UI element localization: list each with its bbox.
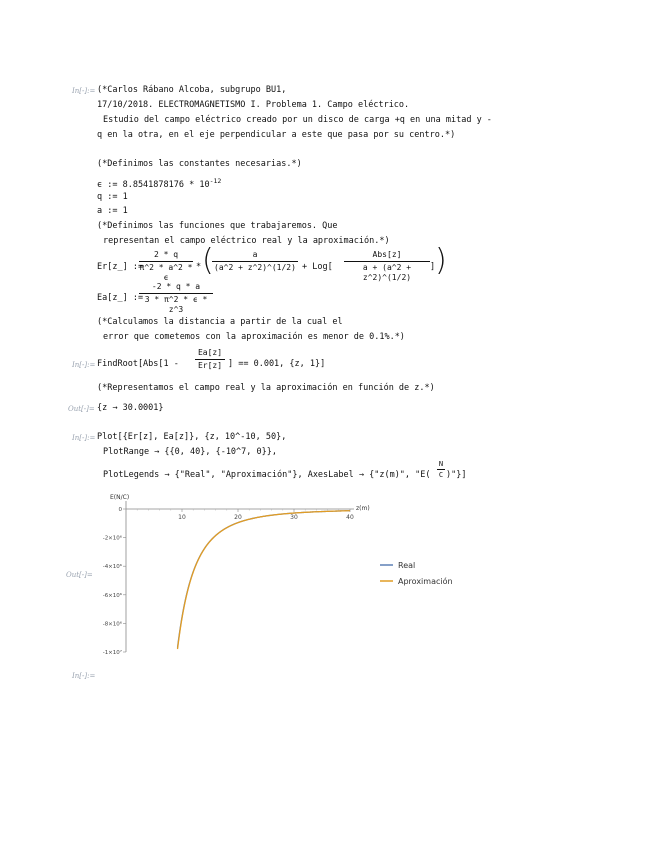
- y-axis-label: E(N/C): [110, 494, 130, 501]
- er-close-bracket: ]: [430, 262, 436, 272]
- output-cell-label: Out[-]=: [66, 571, 93, 579]
- comment-line[interactable]: error que cometemos con la aproximación es menor de 0.1%.*): [103, 332, 405, 342]
- ea-denominator: 3 * π^2 * ϵ * z^3: [144, 295, 208, 314]
- epsilon-definition[interactable]: [97, 176, 221, 191]
- er-f3-numerator: Abs[z]: [372, 250, 402, 259]
- y-tick-label: -8×10⁶: [102, 621, 122, 628]
- comment-line[interactable]: representan el campo eléctrico real y la aproximación.*): [103, 236, 390, 246]
- er-fraction-3: [344, 250, 430, 283]
- comment-line[interactable]: (*Definimos las funciones que trabajaremos. Que: [97, 221, 338, 231]
- comment-line[interactable]: q en la otra, en el eje perpendicular a este que pasa por su centro.*): [97, 130, 456, 140]
- input-cell-label: In[-]:=: [72, 361, 96, 369]
- comment-line[interactable]: (*Calculamos la distancia a partir de la cual el: [97, 317, 343, 327]
- plot-line[interactable]: Plot[{Er[z], Ea[z]}, {z, 10^-10, 50},: [97, 432, 287, 442]
- er-f1-numerator: 2 * q: [153, 250, 179, 259]
- comment-line[interactable]: Estudio del campo eléctrico creado por un disco de carga +q en una mitad y -: [103, 115, 492, 125]
- ea-fraction: [139, 282, 213, 315]
- field-plot[interactable]: [88, 487, 488, 657]
- units-denominator: C: [438, 471, 444, 479]
- y-tick-label: -4×10⁶: [102, 564, 122, 571]
- findroot-numerator: Ea[z]: [197, 348, 223, 357]
- output-cell-label: Out[-]=: [68, 405, 95, 413]
- findroot-fraction: [195, 348, 225, 371]
- y-tick-label: 0: [118, 507, 122, 513]
- input-cell-label: In[-]:=: [72, 672, 96, 680]
- x-axis-label: z(m): [356, 505, 370, 512]
- a-definition[interactable]: a := 1: [97, 206, 128, 216]
- findroot-pre[interactable]: FindRoot[Abs[1 -: [97, 359, 179, 369]
- plot-line[interactable]: PlotLegends → {"Real", "Aproximación"}, AxesLabel → {"z(m)", "E(: [103, 470, 431, 480]
- legend-label: Real: [398, 561, 416, 570]
- q-definition[interactable]: q := 1: [97, 192, 128, 202]
- er-f2-denominator: (a^2 + z^2)^(1/2): [214, 263, 296, 272]
- series-curve: [178, 511, 350, 648]
- plot-line[interactable]: PlotRange → {{0, 40}, {-10^7, 0}},: [103, 447, 277, 457]
- plot-legend: [380, 561, 453, 586]
- plot-line-end[interactable]: )"}]: [446, 470, 467, 480]
- y-tick-label: -2×10⁶: [102, 535, 122, 542]
- ea-numerator: -2 * q * a: [151, 282, 201, 291]
- x-tick-label: 20: [234, 514, 242, 521]
- findroot-post[interactable]: ] == 0.001, {z, 1}]: [228, 359, 326, 369]
- input-cell-label: In[-]:=: [72, 434, 96, 442]
- er-f2-numerator: a: [252, 250, 258, 259]
- comment-line[interactable]: (*Carlos Rábano Alcoba, subgrupo BU1,: [97, 85, 287, 95]
- er-plus-log: + Log[: [302, 262, 333, 272]
- plot-units-fraction: [437, 460, 445, 479]
- epsilon-def-text: ϵ := 8.8541878176 * 10: [97, 179, 210, 190]
- er-f3-denominator: a + (a^2 + z^2)^(1/2): [362, 263, 412, 282]
- input-cell-label: In[-]:=: [72, 87, 96, 95]
- close-paren: ): [435, 243, 447, 278]
- x-tick-label: 10: [178, 514, 186, 521]
- units-numerator: N: [438, 460, 444, 468]
- x-tick-label: 40: [346, 514, 354, 521]
- er-fraction-2: [212, 250, 298, 273]
- y-tick-label: -1×10⁷: [102, 650, 122, 656]
- y-tick-label: -6×10⁶: [102, 592, 122, 599]
- plot-curves: [178, 511, 350, 649]
- open-paren: (: [202, 243, 214, 278]
- comment-line[interactable]: (*Definimos las constantes necesarias.*): [97, 159, 302, 169]
- x-tick-label: 30: [290, 514, 298, 521]
- findroot-denominator: Er[z]: [197, 361, 223, 370]
- plot-ticks: [103, 507, 354, 656]
- legend-label: Aproximación: [398, 577, 453, 586]
- comment-line[interactable]: (*Representamos el campo real y la aproximación en función de z.*): [97, 383, 435, 393]
- epsilon-exponent: -12: [209, 177, 222, 185]
- er-fraction-1: [139, 250, 193, 283]
- comment-line[interactable]: 17/10/2018. ELECTROMAGNETISMO I. Problema 1. Campo eléctrico.: [97, 100, 410, 110]
- er-multiply: *: [196, 262, 202, 272]
- ea-lhs[interactable]: Ea[z_] :=: [97, 293, 144, 303]
- findroot-result[interactable]: {z → 30.0001}: [97, 403, 164, 413]
- er-f1-denominator: π^2 * a^2 * ϵ: [139, 263, 193, 282]
- series-curve: [178, 511, 350, 649]
- er-lhs[interactable]: Er[z_] :=: [97, 262, 144, 272]
